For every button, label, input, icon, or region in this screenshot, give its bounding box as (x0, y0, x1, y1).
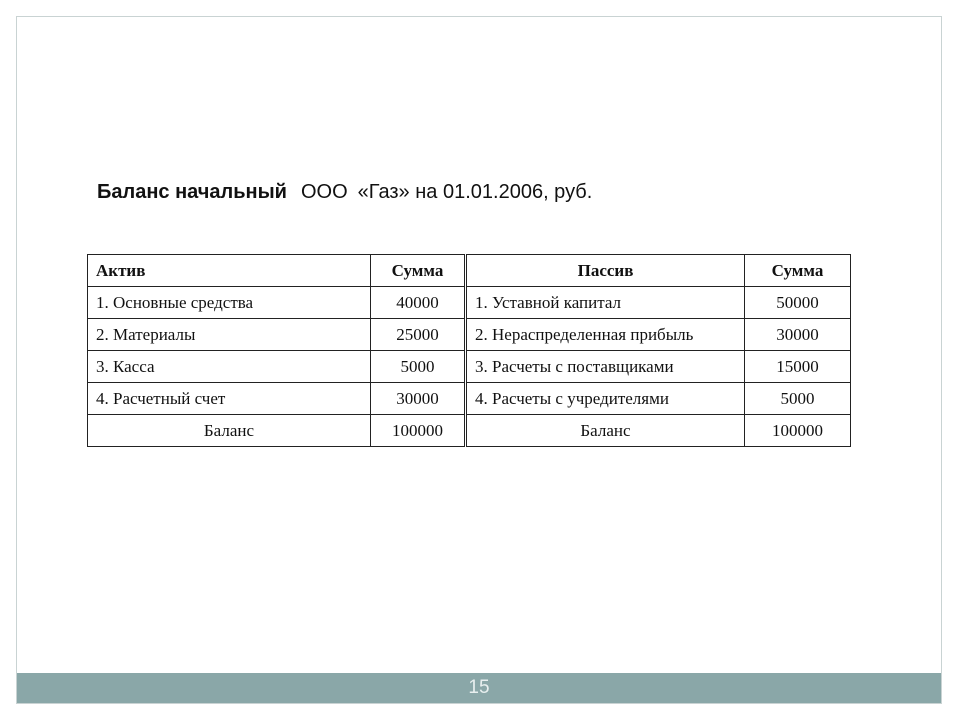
assets-total-sum: 100000 (371, 415, 466, 447)
liability-sum: 50000 (745, 287, 851, 319)
asset-name: 2. Материалы (88, 319, 371, 351)
asset-sum: 25000 (371, 319, 466, 351)
header-assets-sum: Сумма (371, 255, 466, 287)
slide-title (97, 181, 592, 204)
title-date: на 01.01.2006, руб. (415, 181, 593, 203)
table-row (88, 287, 851, 319)
liability-sum: 15000 (745, 351, 851, 383)
table-row (88, 383, 851, 415)
liability-name: 3. Расчеты с поставщиками (466, 351, 745, 383)
liability-sum: 30000 (745, 319, 851, 351)
liabilities-total-sum: 100000 (745, 415, 851, 447)
footer-bar (17, 673, 941, 703)
liability-sum: 5000 (745, 383, 851, 415)
table-header-row (88, 255, 851, 287)
header-assets: Актив (88, 255, 371, 287)
title-org: ООО (300, 181, 348, 203)
asset-sum: 5000 (371, 351, 466, 383)
table-total-row (88, 415, 851, 447)
liabilities-total-label: Баланс (466, 415, 745, 447)
title-company-name: «Газ» (357, 181, 410, 203)
header-liabilities-sum: Сумма (745, 255, 851, 287)
liability-name: 4. Расчеты с учредителями (466, 383, 745, 415)
asset-name: 1. Основные средства (88, 287, 371, 319)
page-number: 15 (468, 677, 490, 698)
slide (16, 16, 942, 704)
liability-name: 2. Нераспределенная прибыль (466, 319, 745, 351)
table-row (88, 319, 851, 351)
asset-name: 4. Расчетный счет (88, 383, 371, 415)
header-liabilities: Пассив (466, 255, 745, 287)
asset-sum: 30000 (371, 383, 466, 415)
balance-table (87, 254, 851, 447)
table-row (88, 351, 851, 383)
title-bold: Баланс начальный (97, 181, 287, 203)
asset-sum: 40000 (371, 287, 466, 319)
asset-name: 3. Касса (88, 351, 371, 383)
assets-total-label: Баланс (88, 415, 371, 447)
liability-name: 1. Уставной капитал (466, 287, 745, 319)
